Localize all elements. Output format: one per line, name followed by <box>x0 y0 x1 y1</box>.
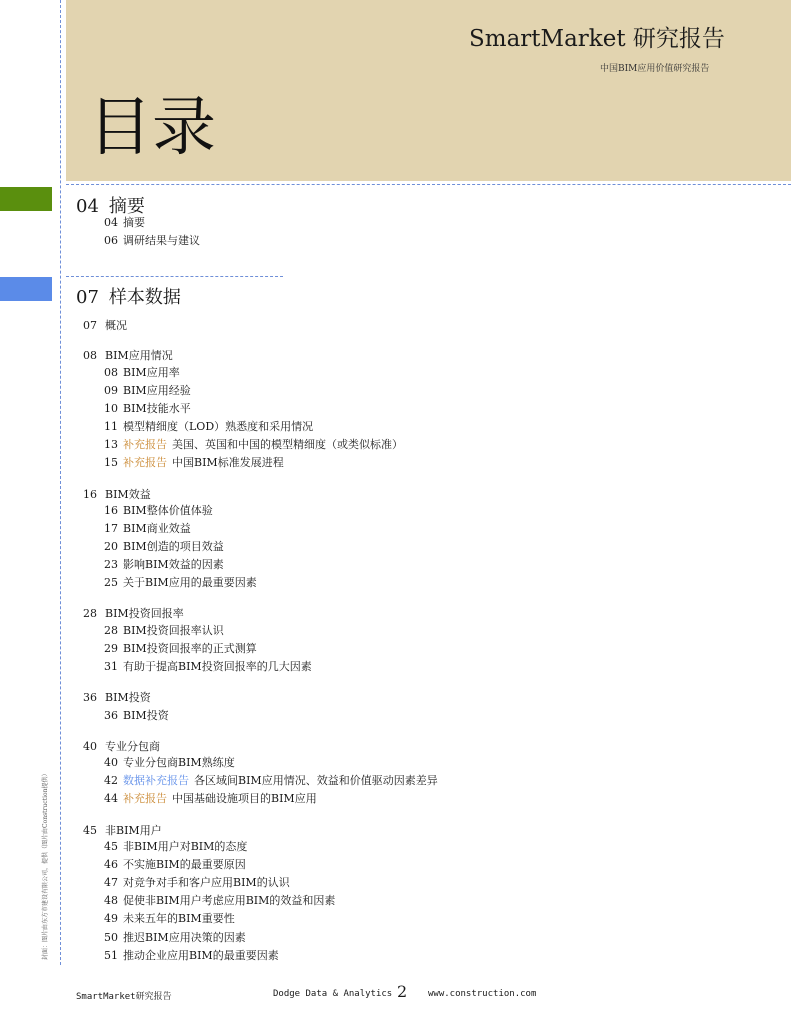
section-divider <box>66 276 283 277</box>
toc-entry[interactable] <box>104 756 235 769</box>
page-number: 11 <box>104 420 118 433</box>
entry-label: BIM投资 <box>105 691 151 704</box>
page-number: 15 <box>104 456 118 469</box>
toc-entry[interactable] <box>104 709 169 722</box>
page-number: 29 <box>104 642 118 655</box>
toc-entry[interactable] <box>104 438 403 451</box>
entry-label: BIM投资回报率 <box>105 607 184 620</box>
toc-entry[interactable] <box>104 540 224 553</box>
page-number: 28 <box>83 607 97 620</box>
page-number: 45 <box>104 840 118 853</box>
entry-label: 摘要 <box>123 216 145 229</box>
entry-label: 推动企业应用BIM的最重要因素 <box>123 949 279 962</box>
toc-entry[interactable] <box>104 366 180 379</box>
toc-entry[interactable] <box>104 792 317 805</box>
entry-label: BIM技能水平 <box>123 402 191 415</box>
page-number: 09 <box>104 384 118 397</box>
toc-entry[interactable] <box>104 384 191 397</box>
page-number: 31 <box>104 660 118 673</box>
toc-entry[interactable] <box>104 949 279 962</box>
page-number: 40 <box>104 756 118 769</box>
section-title: 摘要 <box>108 196 145 217</box>
entry-label: 非BIM用户 <box>105 824 162 837</box>
toc-entry[interactable] <box>104 522 191 535</box>
page-number: 42 <box>104 774 118 787</box>
supplement-tag: 补充报告 <box>123 456 167 469</box>
toc-entry[interactable] <box>83 488 151 501</box>
entry-label: 影响BIM效益的因素 <box>123 558 224 571</box>
entry-label: 对竞争对手和客户应用BIM的认识 <box>123 876 290 889</box>
footer-page-number: 2 <box>397 982 408 1001</box>
page-number: 47 <box>104 876 118 889</box>
page-title: 目录 <box>88 91 216 165</box>
toc-entry[interactable] <box>104 504 213 517</box>
toc-entry[interactable] <box>104 624 224 637</box>
toc-entry[interactable] <box>104 660 312 673</box>
toc-entry[interactable] <box>104 876 290 889</box>
toc-entry[interactable] <box>83 740 160 753</box>
page-number: 16 <box>104 504 118 517</box>
entry-label: BIM创造的项目效益 <box>123 540 224 553</box>
page-number: 04 <box>104 216 118 229</box>
supplement-tag: 补充报告 <box>123 792 167 805</box>
entry-label: 不实施BIM的最重要原因 <box>123 858 246 871</box>
page-number: 17 <box>104 522 118 535</box>
toc-entry[interactable] <box>104 216 145 229</box>
toc-entry[interactable] <box>104 576 257 589</box>
page-number: 06 <box>104 234 118 247</box>
toc-entry[interactable] <box>104 642 257 655</box>
toc-entry[interactable] <box>104 931 246 944</box>
entry-label: 美国、英国和中国的模型精细度（或类似标准） <box>172 438 403 451</box>
toc-entry[interactable] <box>83 824 162 837</box>
page-number: 28 <box>104 624 118 637</box>
toc-entry[interactable] <box>83 319 127 332</box>
toc-entry[interactable] <box>83 349 173 362</box>
entry-label: 调研结果与建议 <box>123 234 200 247</box>
report-subtitle: 中国BIM应用价值研究报告 <box>600 64 710 74</box>
section-tab-blue <box>0 277 52 301</box>
entry-label: BIM商业效益 <box>123 522 191 535</box>
toc-entry[interactable] <box>104 774 438 787</box>
entry-label: 推迟BIM应用决策的因素 <box>123 931 246 944</box>
page-number: 10 <box>104 402 118 415</box>
entry-label: BIM投资 <box>123 709 169 722</box>
page-number: 49 <box>104 912 118 925</box>
section-number: 04 <box>76 196 99 217</box>
toc-entry[interactable] <box>83 607 184 620</box>
data-supplement-tag: 数据补充报告 <box>123 774 189 787</box>
entry-label: 概况 <box>105 319 127 332</box>
footer-publisher: Dodge Data & Analytics <box>273 989 393 999</box>
entry-label: 未来五年的BIM重要性 <box>123 912 235 925</box>
brand-title: SmartMarket 研究报告 <box>469 26 725 52</box>
page-number: 08 <box>83 349 97 362</box>
entry-label: BIM应用情况 <box>105 349 173 362</box>
page-number: 08 <box>104 366 118 379</box>
page-number: 36 <box>104 709 118 722</box>
entry-label: 中国基础设施项目的BIM应用 <box>172 792 317 805</box>
entry-label: BIM投资回报率认识 <box>123 624 224 637</box>
page-number: 20 <box>104 540 118 553</box>
page-number: 48 <box>104 894 118 907</box>
vertical-divider <box>60 0 61 965</box>
toc-entry[interactable] <box>104 234 200 247</box>
page-number: 25 <box>104 576 118 589</box>
page-number: 40 <box>83 740 97 753</box>
entry-label: 非BIM用户对BIM的态度 <box>123 840 248 853</box>
section-number: 07 <box>76 287 99 308</box>
toc-entry[interactable] <box>104 420 313 433</box>
page-number: 44 <box>104 792 118 805</box>
toc-entry[interactable] <box>83 691 151 704</box>
page-number: 23 <box>104 558 118 571</box>
entry-label: 促使非BIM用户考虑应用BIM的效益和因素 <box>123 894 336 907</box>
toc-entry[interactable] <box>104 456 284 469</box>
section-divider <box>66 184 791 185</box>
toc-entry[interactable] <box>104 858 246 871</box>
entry-label: 模型精细度（LOD）熟悉度和采用情况 <box>123 420 314 433</box>
section-title: 样本数据 <box>108 287 181 308</box>
toc-entry[interactable] <box>104 840 247 853</box>
entry-label: 关于BIM应用的最重要因素 <box>123 576 257 589</box>
page-number: 45 <box>83 824 97 837</box>
section-tab-green <box>0 187 52 211</box>
supplement-tag: 补充报告 <box>123 438 167 451</box>
entry-label: 专业分包商BIM熟练度 <box>123 756 235 769</box>
entry-label: BIM应用率 <box>123 366 180 379</box>
entry-label: BIM效益 <box>105 488 151 501</box>
entry-label: BIM投资回报率的正式测算 <box>123 642 257 655</box>
toc-entry[interactable] <box>104 558 224 571</box>
entry-label: BIM应用经验 <box>123 384 191 397</box>
page-number: 46 <box>104 858 118 871</box>
page-number: 07 <box>83 319 97 332</box>
entry-label: 各区域间BIM应用情况、效益和价值驱动因素差异 <box>194 774 438 787</box>
entry-label: 专业分包商 <box>105 740 160 753</box>
toc-entry[interactable] <box>104 894 335 907</box>
section-heading <box>76 283 181 309</box>
footer-url-link[interactable]: www.construction.com <box>428 989 537 999</box>
page-number: 16 <box>83 488 97 501</box>
entry-label: 有助于提高BIM投资回报率的几大因素 <box>123 660 312 673</box>
section-heading <box>76 192 145 218</box>
page-number: 36 <box>83 691 97 704</box>
entry-label: 中国BIM标准发展进程 <box>172 456 284 469</box>
toc-entry[interactable] <box>104 402 191 415</box>
toc-entry[interactable] <box>104 912 235 925</box>
page-number: 50 <box>104 931 118 944</box>
page-number: 13 <box>104 438 118 451</box>
entry-label: BIM整体价值体验 <box>123 504 213 517</box>
page-number: 51 <box>104 949 118 962</box>
footer-report-name: SmartMarket研究报告 <box>76 992 172 1002</box>
cover-photo-credit: 封面：图片由东方市建设有限公司，提供（图片由Construction提供） <box>42 770 49 960</box>
